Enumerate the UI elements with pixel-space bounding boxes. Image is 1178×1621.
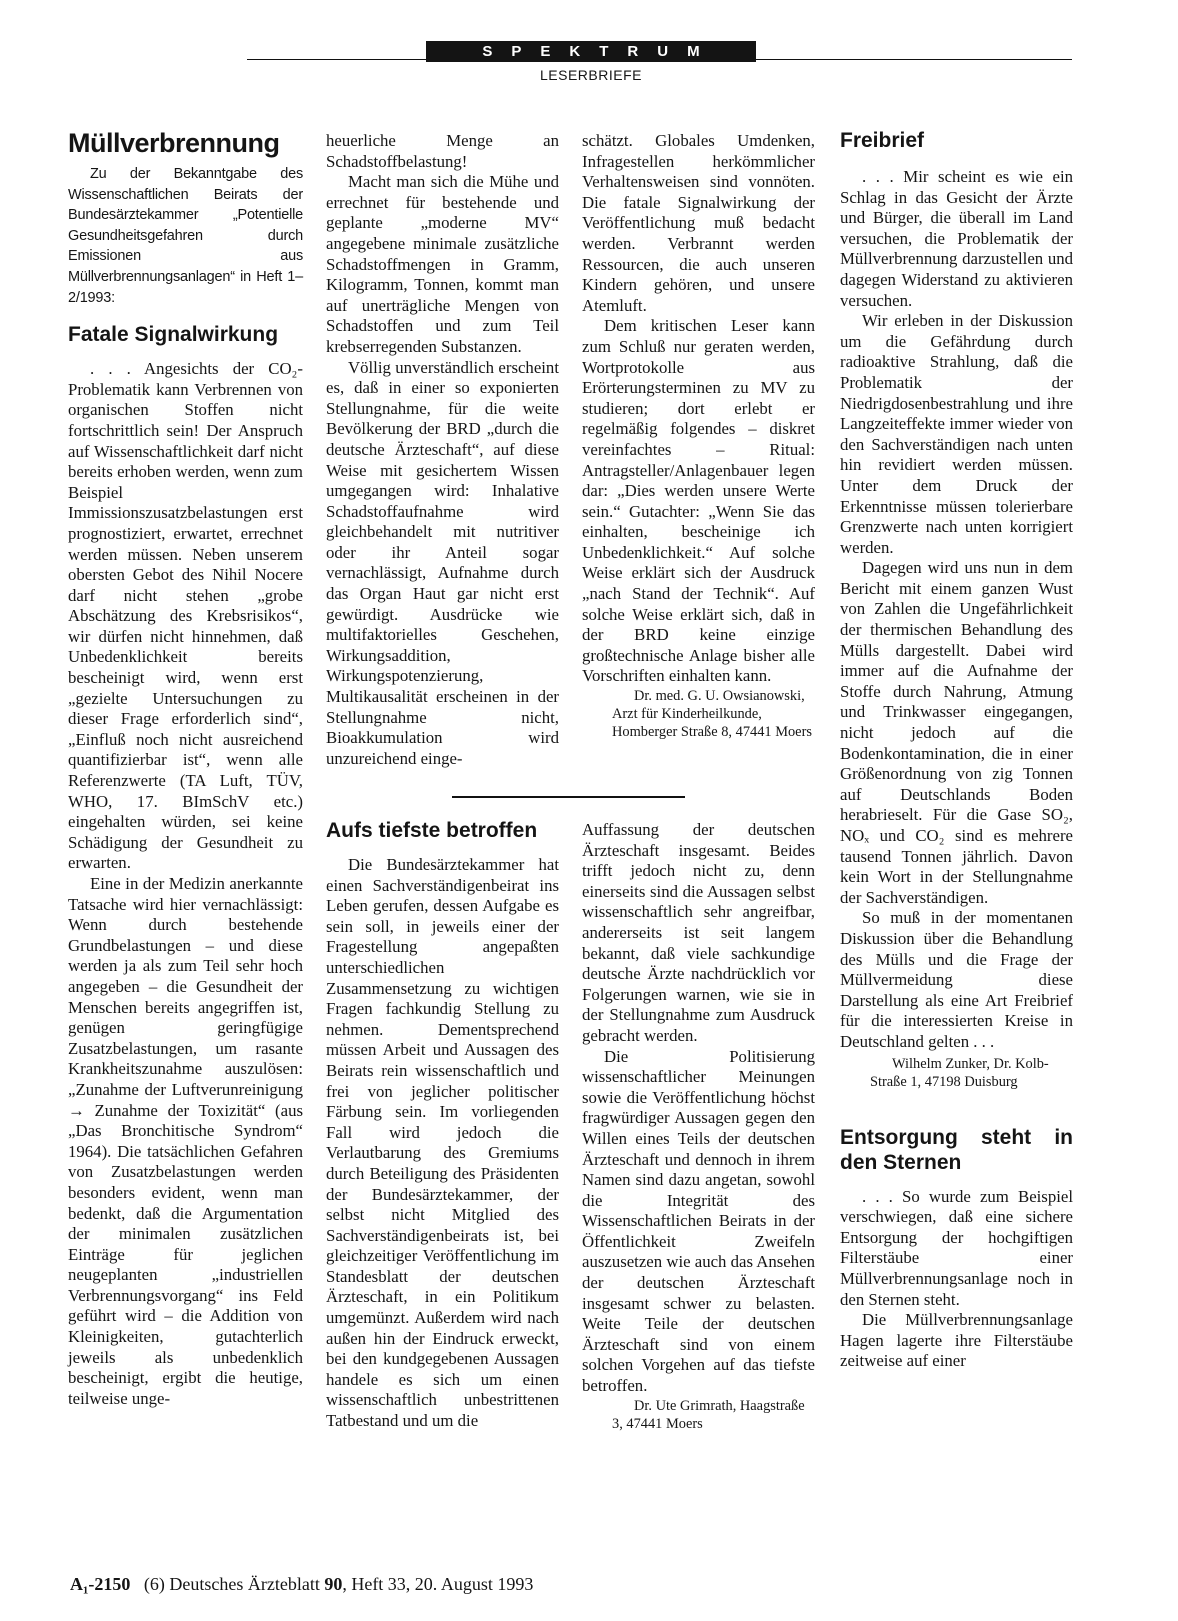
letter-signature: Wilhelm Zunker, Dr. Kolb-Straße 1, 47198 Duisburg	[870, 1055, 1049, 1090]
journal-name: (6) Deutsches Ärzteblatt	[143, 1574, 320, 1594]
paragraph: So muß in der momentanen Diskussion über die Behandlung des Mülls und die Frage der Müllvermeidung diese Darstellung als eine Art Freibrief für die interessierten Kreise in Deutschland gelten . . .	[840, 908, 1073, 1051]
issue-date: , Heft 33, 20. August 1993	[342, 1574, 534, 1594]
article-title: Müllverbrennung	[68, 128, 280, 158]
paragraph: heuerliche Menge an Schadstoffbelastung!	[326, 131, 559, 171]
paragraph: Eine in der Medizin anerkannte Tatsache wird hier vernachlässigt: Wenn durch bestehende Grundbelastungen – und diese werden ja als zum Teil sehr hoch angegeben – die Gesundheit der Menschen bereits angegriffen ist, genügen geringfügige Zusatzbelastungen, um rasante Krankheitszunahme auszulösen: „Zunahme der Luftverunreinigung → Zunahme der Toxizität“ (aus „Das Bronchitische Syndrom“ 1964). Die tatsächlichen Gefahren von Zusatzbelastungen werden besonders evident, wenn man bedenkt, daß die Argumentation der minimalen zusätzlichen Einträge für jeglichen neugeplanten „industriellen Verbrennungsvorgang“ ins Feld geführt wird – die Addition von Kleinigkeiten, gutachterlich jeweils als unbedenklich bescheinigt, ergibt die heutige, teilweise unge-	[68, 874, 303, 1408]
letter-divider	[452, 796, 685, 798]
column-3-top	[582, 131, 815, 741]
paragraph: . . . So wurde zum Beispiel verschwiegen, daß eine sichere Entsorgung der hochgiftigen Filterstäube einer Müllverbrennungsanlage noch in den Sternen steht.	[840, 1186, 1073, 1309]
paragraph: . . . Mir scheint es wie ein Schlag in das Gesicht der Ärzte und Bürger, die überall im Land versuchen, die Problematik der Müllverbrennung darzustellen und dagegen Widerstand zu aktivieren versuchen.	[840, 167, 1073, 310]
paragraph: Auffassung der deutschen Ärzteschaft insgesamt. Beides trifft jedoch nicht zu, denn einerseits sind die Aussagen selbst wissenschaftlich sehr angreifbar, andererseits ist seit langem bekannt, daß viele sachkundige deutsche Ärzte nachdrücklich vor Folgerungen warnen, wie sie in der Stellungnahme zum Ausdruck gebracht werden.	[582, 820, 815, 1045]
page-number: A₁-2150	[70, 1574, 131, 1594]
letter-title-fatale-signalwirkung: Fatale Signalwirkung	[68, 323, 279, 347]
letter-title-entsorgung: Entsorgung steht in den Sternen	[840, 1125, 1073, 1174]
paragraph: Die Politisierung wissenschaftlicher Meinungen sowie die Veröffentlichung höchst fragwürdiger Aussagen gegen den Willen eines Teils der deutschen Ärzteschaft und dennoch in ihrem Namen sind dazu angetan, sowohl die Integrität des Wissenschaftlichen Beirats in der Öffentlichkeit Zweifeln auszusetzen wie auch das Ansehen der deutschen Ärzteschaft insgesamt schwer zu belasten. Weite Teile der deutschen Ärzteschaft sind von einem solchen Vorgehen auf das tiefste betroffen.	[582, 1046, 815, 1396]
column-3-bottom	[582, 820, 815, 1433]
paragraph: Die Bundesärztekammer hat einen Sachverständigenbeirat ins Leben gerufen, dessen Aufgabe es sein soll, in jeweils einer der Fragestellung angepaßten unterschiedlichen Zusammensetzung zu wichtigen Fragen fachkundig Stellung zu nehmen. Dementsprechend müssen Arbeit und Aussagen des Beirats rein wissenschaftlich und frei von jeglicher politischer Färbung sein. Im vorliegenden Fall wird jedoch die Verlautbarung des Gremiums durch Beteiligung des Präsidenten der Bundesärztekammer, der selbst nicht Mitglied des Sachverständigenbeirats ist, bei gleichzeitiger Veröffentlichung im Standesblatt der deutschen Ärzteschaft, in ein Politikum umgemünzt. Außerdem wird nach außen hin der Eindruck erweckt, bei den kundgegebenen Aussagen handele es sich um einen wissenschaftlich unbestrittenen Tatbestand und um die	[326, 855, 559, 1431]
journal-volume: 90	[324, 1574, 343, 1594]
paragraph: Macht man sich die Mühe und errechnet für bestehende und geplante „moderne MV“ angegebene minimale zusätzliche Schadstoffmengen in Gramm, Kilogramm, Tonnen, kommt man auf unerträgliche Mengen von Schadstoffen und zum Teil krebserregenden Substanzen.	[326, 172, 559, 356]
column-4	[840, 128, 1073, 1372]
paragraph: Dagegen wird uns nun in dem Bericht mit einem ganzen Wust von Zahlen die Ungefährlichkeit der thermischen Behandlung des Mülls dargestellt. Dabei wird immer auf die Aufnahme der Stoffe durch Nahrung, Atmung und Trinkwasser eingegangen, nicht jedoch auf die Bodenkontamination, die in einer Größenordnung von zig Tonnen auf Deutschlands Boden herabrieselt. Für die Gase SO₂, NOₓ und CO₂ sind es mehrere tausend Tonnen jährlich. Davon kein Wort in der Stellungnahme der Sachverständigen.	[840, 558, 1073, 907]
letter-title-aufs-tiefste-betroffen: Aufs tiefste betroffen	[326, 819, 538, 842]
paragraph: Wir erleben in der Diskussion um die Gefährdung durch radioaktive Strahlung, daß die Problematik der Niedrigdosenbestrahlung und ihre Langzeiteffekte immer wieder von den Sachverständigen nach unten hin revidiert werden müssen. Unter dem Druck der Erkenntnisse müssen tolerierbare Grenzwerte nach unten korrigiert werden.	[840, 311, 1073, 557]
paragraph: schätzt. Globales Umdenken, Infragestellen herkömmlicher Verhaltensweisen sind vonnöten. Die fatale Signalwirkung der Veröffentlichung muß bedacht werden. Verbrannt werden Ressourcen, die auch unseren Kindern gehören, und unsere Atemluft.	[582, 131, 815, 315]
paragraph: Die Müllverbrennungsanlage Hagen lagerte ihre Filterstäube zeitweise auf einer	[840, 1310, 1073, 1371]
paragraph: . . . Angesichts der CO₂-Problematik kann Verbrennen von organischen Stoffen nicht fortschrittlich sein! Der Anspruch auf Wissenschaftlichkeit darf nicht bereits erhoben werden, wenn zum Beispiel Immissionszusatzbelastungen erst prognostiziert, erwartet, errechnet werden müssen. Neben unserem obersten Gebot des Nihil Nocere darf nicht stehen „grobe Abschätzung des Krebsrisikos“, wir dürfen nicht hinnehmen, daß Unbedenklichkeit bereits bescheinigt wird, wenn erst „gezielte Untersuchungen zu dieser Frage erforderlich sind“, „Einfluß noch nicht ausreichend quantifizierbar ist“, wenn alle Referenzwerte (TA Luft, TÜV, WHO, 17. BImSchV etc.) eingehalten würden, sei keine Schädigung der Gesundheit zu erwarten.	[68, 359, 303, 873]
letter-signature: Dr. Ute Grimrath, Haagstraße 3, 47441 Moers	[612, 1397, 805, 1432]
column-1	[68, 128, 303, 1409]
letter-signature: Dr. med. G. U. Owsianowski, Arzt für Kinderheilkunde, Homberger Straße 8, 47441 Moers	[612, 688, 812, 741]
column-2-top	[326, 131, 559, 769]
paragraph: Dem kritischen Leser kann zum Schluß nur geraten werden, Wortprotokolle aus Erörterungsterminen zu MV zu studieren; dort erlebt er regelmäßig folgendes – diskret vereinfachtes – Ritual: Antragsteller/Anlagenbauer legen dar: „Dies werden unsere Werte sein.“ Gutachter: „Wenn Sie das einhalten, bescheinige ich Unbedenklichkeit.“ Auf solche Weise erklärt sich der Ausdruck „nach Stand der Technik“. Auf solche Weise erklärt sich, daß in der BRD keine einzige großtechnische Anlage bisher alle Vorschriften einhalten kann.	[582, 316, 815, 686]
article-intro: Zu der Bekanntgabe des Wissenschaftlichen Beirats der Bundesärztekammer „Potentielle Gesundheitsgefahren durch Emissionen aus Müllverbrennungsanlagen“ in Heft 1–2/1993:	[68, 166, 303, 306]
letter-title-freibrief: Freibrief	[840, 129, 925, 152]
column-2-bottom	[326, 818, 559, 1432]
paragraph: Völlig unverständlich erscheint es, daß in einer so exponierten Stellungnahme, für die weite Bevölkerung der BRD „durch die deutsche Ärzteschaft“, auf diese Weise mit gesichertem Wissen umgegangen wird: Inhalative Schadstoffaufnahme wird gleichbehandelt mit nutritiver oder ihr Anteil sogar vernachlässigt, Aufnahme durch das Organ Haut gar nicht erst gewürdigt. Ausdrücke wie multifaktorielles Geschehen, Wirkungsaddition, Wirkungspotenzierung, Multikausalität erscheinen in der Stellungnahme nicht, Bioakkumulation wird unzureichend einge-	[326, 357, 559, 768]
section-subtitle: LESERBRIEFE	[540, 67, 642, 83]
section-banner: SPEKTRUM	[426, 41, 756, 62]
page-footer	[70, 1574, 533, 1595]
